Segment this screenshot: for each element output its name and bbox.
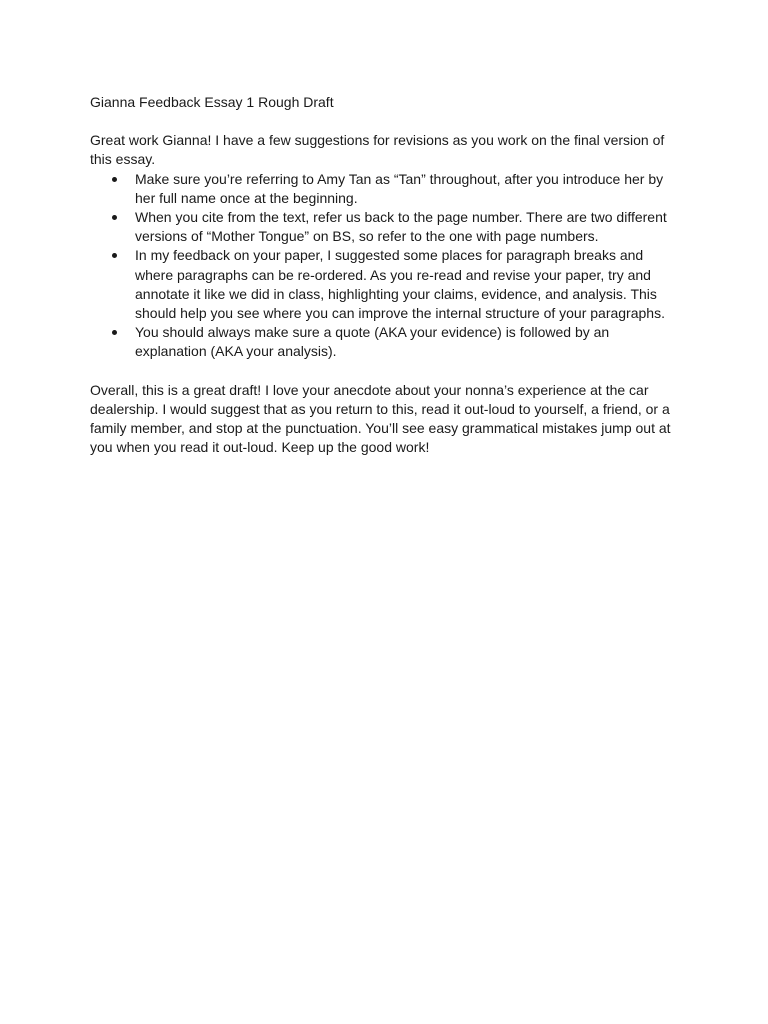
suggestion-list: [90, 170, 680, 362]
list-item: In my feedback on your paper, I suggested some places for paragraph breaks and where paragraphs can be re-ordered. As you re-read and revise your paper, try and annotate it like we did in class, highlighting your claims, evidence, and analysis. This should help you see where you can improve the internal structure of your paragraphs.: [135, 246, 680, 323]
list-item: When you cite from the text, refer us back to the page number. There are two different versions of “Mother Tongue” on BS, so refer to the one with page numbers.: [135, 208, 680, 246]
closing-paragraph: Overall, this is a great draft! I love your anecdote about your nonna’s experience at the car dealership. I would suggest that as you return to this, read it out-loud to yourself, a friend, or a family member, and stop at the punctuation. You’ll see easy grammatical mistakes jump out at you when you read it out-loud. Keep up the good work!: [90, 381, 671, 456]
intro-paragraph: Great work Gianna! I have a few suggestions for revisions as you work on the final version of this essay.: [90, 132, 665, 168]
list-item: Make sure you’re referring to Amy Tan as “Tan” throughout, after you introduce her by her full name once at the beginning.: [135, 170, 680, 208]
list-item: You should always make sure a quote (AKA your evidence) is followed by an explanation (AKA your analysis).: [135, 323, 680, 361]
document-title: Gianna Feedback Essay 1 Rough Draft: [90, 94, 334, 110]
